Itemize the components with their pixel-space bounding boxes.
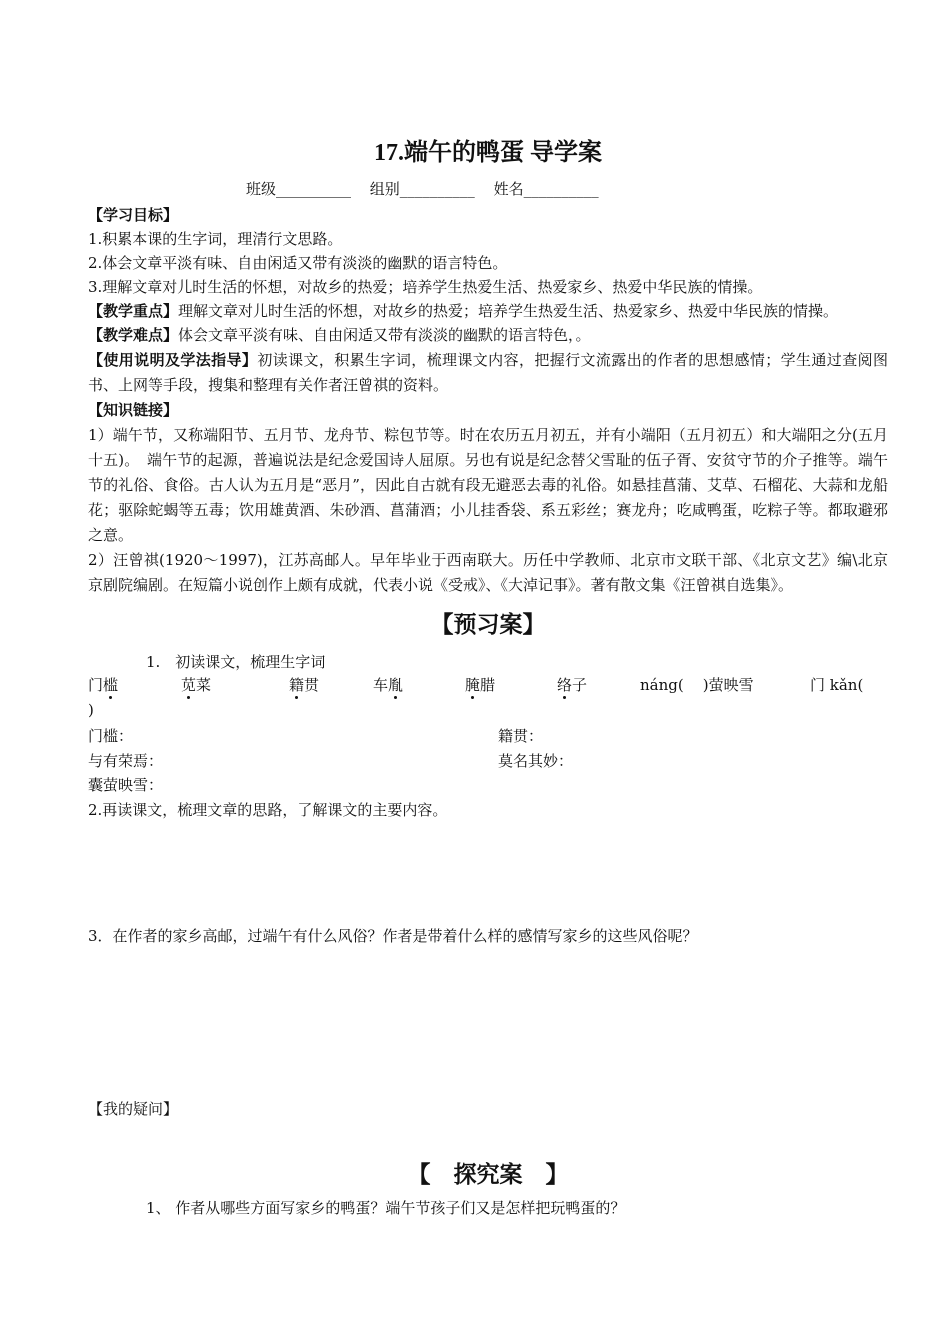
preview-question-3: 3．在作者的家乡高邮，过端午有什么风俗？作者是带着什么样的感情写家乡的这些风俗呢？ <box>88 927 698 945</box>
class-field: 班级__________ <box>246 180 352 198</box>
term-menkan: 门槛： <box>88 727 134 745</box>
difficulty <box>88 323 888 347</box>
my-questions-heading: 【我的疑问】 <box>88 1100 179 1118</box>
term-jiguan: 籍贯： <box>498 727 544 745</box>
vocab-item: 络子 <box>557 676 588 694</box>
objective-item: 3.理解文章对儿时生活的怀想，对故乡的热爱；培养学生热爱生活、热爱家乡、热爱中华民族的情操。 <box>88 278 763 296</box>
knowledge-heading: 【知识链接】 <box>88 401 179 419</box>
vocab-item: 腌腊 <box>465 676 496 694</box>
vocab-wrap: ) <box>88 701 94 719</box>
vocab-item: náng( )萤映雪 <box>640 676 754 694</box>
objective-item: 2.体会文章平淡有味、自由闲适又带有淡淡的幽默的语言特色。 <box>88 254 508 272</box>
page-title: 17.端午的鸭蛋 导学案 <box>374 140 602 166</box>
name-field: 姓名__________ <box>493 180 599 198</box>
group-field: 组别__________ <box>369 180 475 198</box>
guidance-label: 【使用说明及学法指导】 <box>88 351 258 369</box>
vocab-item: 门 kǎn( <box>810 676 864 694</box>
knowledge-paragraph-1: 1）端午节，又称端阳节、五月节、龙舟节、粽包节等。时在农历五月初五，并有小端阳（五月初五）和大端阳之分(五月十五)。 端午节的起源，普遍说法是纪念爱国诗人屈原。另也有说是纪念替父雪耻的伍子胥、安贫守节的介子推等。端午节的礼俗、食俗。古人认为五月是“恶月”，因此自古就有段无避恶去毒的礼俗。如悬挂菖蒲、艾草、石榴花、大蒜和龙船花；驱除蛇蝎等五毒；饮用雄黄酒、朱砂酒、菖蒲酒；小儿挂香袋、系五彩丝；赛龙舟；吃咸鸭蛋，吃粽子等。都取避邪之意。 <box>88 426 888 544</box>
explore-question-1: 1、 作者从哪些方面写家乡的鸭蛋？端午节孩子们又是怎样把玩鸭蛋的？ <box>146 1199 626 1217</box>
objectives-heading: 【学习目标】 <box>88 206 179 224</box>
vocab-item: 籍贯 <box>289 676 320 694</box>
vocab-item: 苋菜 <box>181 676 212 694</box>
term-nangyingyingxue: 囊萤映雪： <box>88 776 164 794</box>
knowledge-paragraph-2: 2）汪曾祺(1920～1997)，江苏高邮人。早年毕业于西南联大。历任中学教师、北京市文联干部、《北京文艺》编\北京京剧院编剧。在短篇小说创作上颇有成就，代表小说《受戒》、《大淖记事》。著有散文集《汪曾祺自选集》。 <box>88 551 888 594</box>
difficulty-text: 体会文章平淡有味、自由闲适又带有淡淡的幽默的语言特色，。 <box>178 326 591 344</box>
key-point <box>88 299 888 323</box>
vocab-item: 门槛 <box>88 676 119 694</box>
preview-heading: 【预习案】 <box>430 611 546 638</box>
term-momingqimiao: 莫名其妙： <box>498 752 574 770</box>
preview-question-2: 2.再读课文，梳理文章的思路，了解课文的主要内容。 <box>88 801 448 819</box>
guidance-text: 初读课文，积累生字词，梳理课文内容，把握行文流露出的作者的思想感情；学生通过查阅图书、上网等手段，搜集和整理有关作者汪曾祺的资料。 <box>88 351 888 394</box>
guidance <box>88 348 888 398</box>
objective-item: 1.积累本课的生字词，理清行文思路。 <box>88 230 343 248</box>
key-point-label: 【教学重点】 <box>88 302 179 320</box>
difficulty-label: 【教学难点】 <box>88 326 179 344</box>
term-yuyourongyan: 与有荣焉： <box>88 752 164 770</box>
vocab-item: 车胤 <box>373 676 404 694</box>
explore-heading: 【 探究案 】 <box>407 1161 569 1188</box>
student-info-line <box>246 178 613 199</box>
preview-question-1: 1. 初读课文，梳理生字词 <box>146 653 326 671</box>
key-point-text: 理解文章对儿时生活的怀想，对故乡的热爱；培养学生热爱生活、热爱家乡、热爱中华民族的情操。 <box>178 302 839 320</box>
